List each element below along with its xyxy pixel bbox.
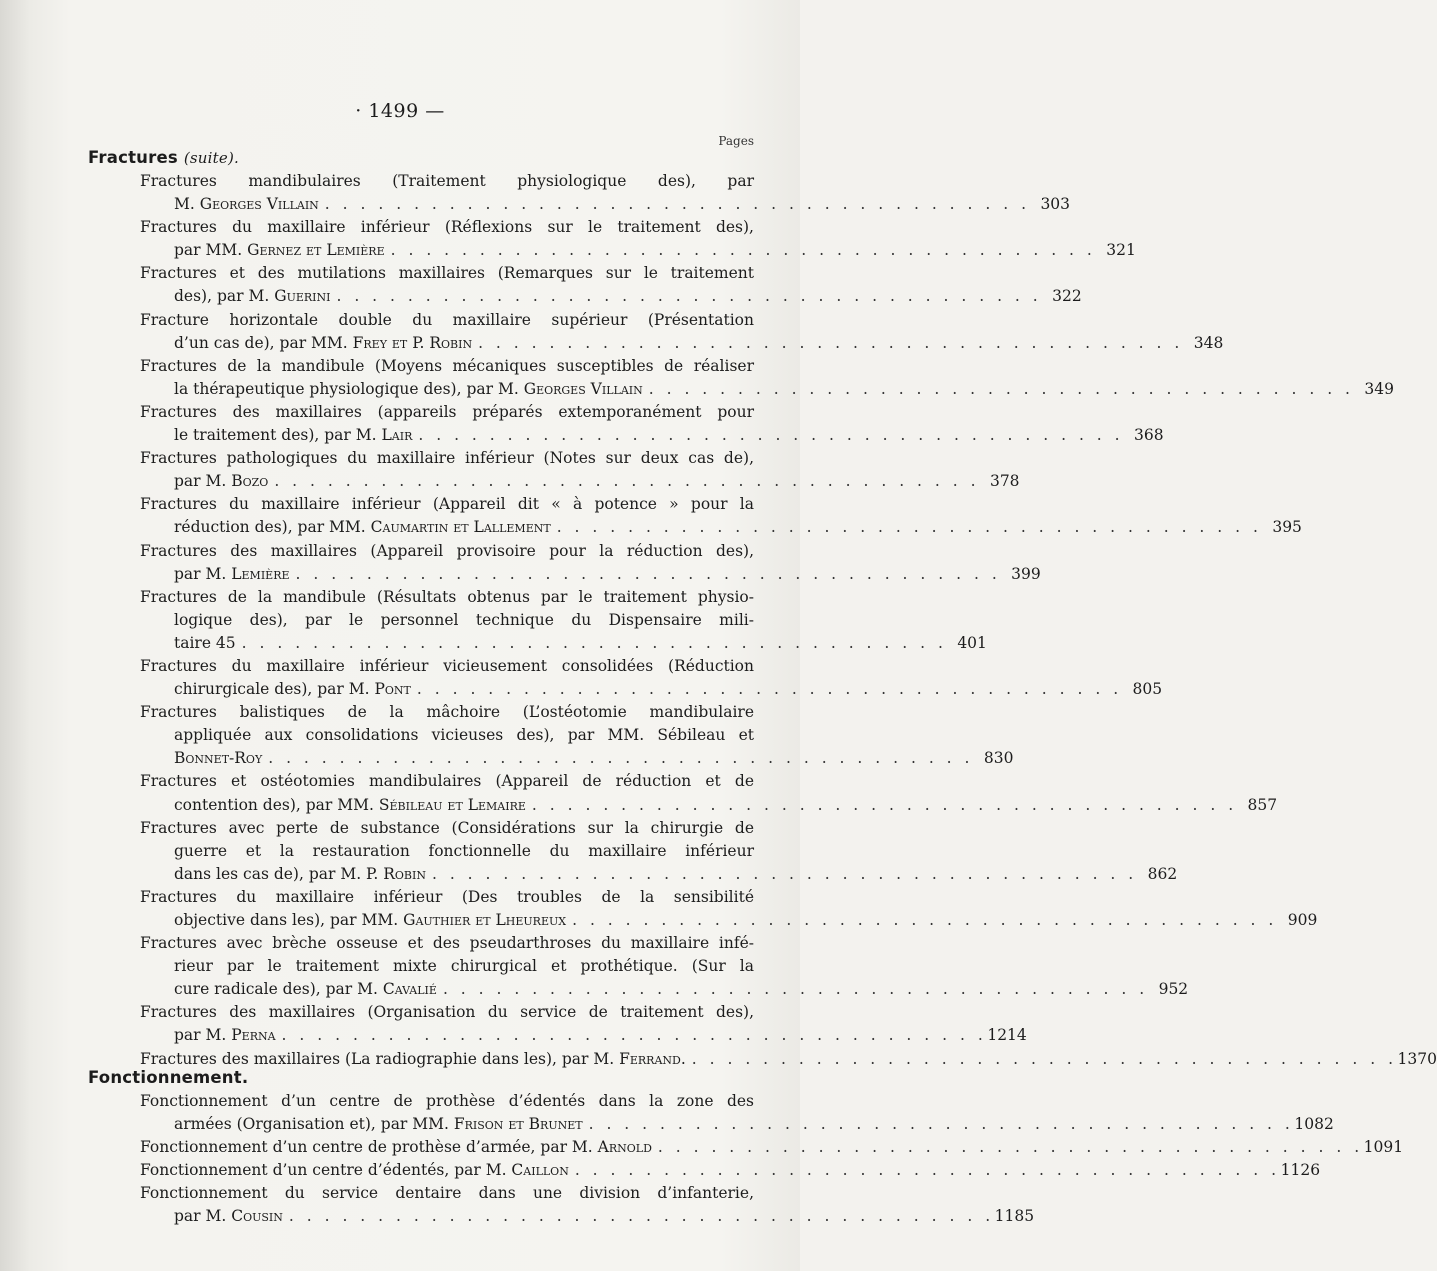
- entry-line: Fractures de la mandibule (Moyens mécaniques susceptibles de réaliser: [140, 356, 754, 375]
- entry-author: Lair: [381, 426, 413, 445]
- entry-text-plain: objective dans les), par MM.: [174, 911, 404, 929]
- entry-line: Fonctionnement du service dentaire dans une division d’infanterie,: [140, 1184, 754, 1203]
- entry-last-line: [88, 1113, 1334, 1136]
- entry-author: Cavalié: [382, 980, 437, 999]
- entry-last-line: [88, 285, 1082, 308]
- section-heading: Fractures: [88, 148, 178, 167]
- entry-author: Robin: [383, 864, 426, 883]
- entry-last-line: [88, 678, 1163, 701]
- page-number: · 1499 —: [355, 100, 445, 122]
- dot-leader: . . . . . . . . . . . . . . . . . . . . . . . . . . . . . . . . . . . . . . . .: [268, 749, 974, 768]
- entry-last-line: [88, 516, 1302, 539]
- entry-text-plain: Fonctionnement d’un centre de prothèse d’armée, par M.: [140, 1138, 598, 1157]
- index-entry: [88, 447, 1020, 493]
- entry-text: [174, 424, 412, 447]
- dot-leader: . . . . . . . . . . . . . . . . . . . . . . . . . . . . . . . . . . . . . . . .: [657, 1138, 1364, 1157]
- index-entry: [88, 309, 1224, 355]
- entry-text-plain: réduction des), par MM.: [174, 518, 371, 537]
- index-entry: [88, 886, 1318, 932]
- entry-line: Fractures du maxillaire inférieur (Réflexions sur le traitement des),: [140, 218, 754, 237]
- index-entry: [88, 655, 1163, 701]
- entry-author: Lemière: [231, 564, 290, 583]
- entry-text: [174, 332, 472, 355]
- entry-text: [174, 193, 319, 216]
- entry-text-plain: par M.: [174, 564, 232, 583]
- entry-line: Fonctionnement d’un centre de prothèse d’édentés dans la zone des: [140, 1092, 754, 1110]
- entry-line: Fractures du maxillaire inférieur (Des troubles de la sensibilité: [140, 887, 754, 906]
- entry-page-number: 395: [1272, 518, 1302, 537]
- dot-leader: . . . . . . . . . . . . . . . . . . . . . . . . . . . . . . . . . . . . . . . .: [648, 379, 1354, 398]
- entry-author: Guerini: [274, 287, 331, 306]
- entry-author: Georges Villain: [199, 195, 319, 214]
- entry-page-number: 805: [1132, 680, 1163, 699]
- section-heading: Fonctionnement.: [88, 1068, 249, 1087]
- index-entry: [88, 1001, 1027, 1047]
- entry-last-line: [88, 239, 1136, 262]
- dot-leader: . . . . . . . . . . . . . . . . . . . . . . . . . . . . . . . . . . . . . . . .: [574, 1161, 1281, 1180]
- entry-page-number: 401: [957, 633, 987, 652]
- entry-author: Georges Villain: [523, 379, 643, 398]
- dot-leader: . . . . . . . . . . . . . . . . . . . . . . . . . . . . . . . . . . . . . . . .: [390, 241, 1096, 260]
- entry-text: [174, 1024, 276, 1047]
- entry-author: Cousin: [231, 1207, 283, 1226]
- dot-leader: . . . . . . . . . . . . . . . . . . . . . . . . . . . . . . . . . . . . . . . .: [336, 287, 1042, 306]
- entry-page-number: 830: [983, 749, 1014, 768]
- entry-line: Fractures des maxillaires (Appareil provisoire pour la réduction des),: [140, 541, 754, 560]
- entry-text-plain: par MM.: [174, 241, 248, 260]
- entry-page-number: 1214: [987, 1026, 1027, 1045]
- index-entry: [88, 262, 1082, 308]
- index-entry: [88, 932, 1189, 1001]
- dot-leader: . . . . . . . . . . . . . . . . . . . . . . . . . . . . . . . . . . . . . . . .: [274, 472, 980, 491]
- entry-text: [174, 1205, 283, 1228]
- dot-leader: . . . . . . . . . . . . . . . . . . . . . . . . . . . . . . . . . . . . . . . .: [241, 633, 947, 652]
- entry-line: Fractures avec perte de substance (Considérations sur la chirurgie de: [140, 818, 754, 837]
- entry-text: [174, 285, 330, 308]
- entry-text: [174, 678, 411, 701]
- section-subtitle: (suite).: [183, 149, 239, 167]
- entry-author: Gauthier et Lheureux: [403, 911, 567, 929]
- entry-text-plain: armées (Organisation et), par MM.: [174, 1115, 454, 1134]
- index-entry: [88, 770, 1278, 816]
- entry-page-number: 303: [1040, 195, 1071, 214]
- dot-leader: . . . . . . . . . . . . . . . . . . . . . . . . . . . . . . . . . . . . . . . .: [691, 1049, 1397, 1068]
- entry-last-line: [88, 632, 987, 655]
- index-entry: [88, 586, 987, 655]
- index-entry: [88, 1182, 1035, 1228]
- dot-leader: . . . . . . . . . . . . . . . . . . . . . . . . . . . . . . . . . . . . . . . .: [588, 1115, 1294, 1134]
- entry-page-number: 952: [1158, 980, 1189, 999]
- entry-author: Sébileau et Lemaire: [378, 795, 526, 814]
- entry-page-number: 322: [1052, 287, 1082, 306]
- dot-leader: . . . . . . . . . . . . . . . . . . . . . . . . . . . . . . . . . . . . . . . .: [324, 195, 1031, 214]
- dot-leader: . . . . . . . . . . . . . . . . . . . . . . . . . . . . . . . . . . . . . . . .: [295, 564, 1001, 583]
- entry-line: Fractures du maxillaire inférieur vicieusement consolidées (Réduction: [140, 656, 754, 675]
- entry-last-line: [88, 863, 1178, 886]
- index-entry: [88, 1159, 1321, 1182]
- entry-text: [174, 794, 526, 817]
- entry-list: [88, 1090, 1404, 1229]
- entry-page-number: 862: [1147, 864, 1178, 883]
- entry-last-line: [88, 1159, 1321, 1182]
- entry-page-number: 1126: [1280, 1161, 1321, 1180]
- index-entry: [88, 170, 1071, 216]
- entry-text-plain: le traitement des), par M.: [174, 426, 382, 445]
- entry-author: Arnold: [597, 1138, 652, 1157]
- dot-leader: . . . . . . . . . . . . . . . . . . . . . . . . . . . . . . . . . . . . . . . .: [418, 426, 1124, 445]
- entry-text-plain: Fonctionnement d’un centre d’édentés, par M.: [140, 1161, 512, 1180]
- entry-page-number: 368: [1134, 426, 1164, 445]
- entry-text-plain: cure radicale des), par M.: [174, 980, 383, 999]
- dot-leader: . . . . . . . . . . . . . . . . . . . . . . . . . . . . . . . . . . . . . . . .: [556, 518, 1262, 537]
- entry-line: Fractures des maxillaires (appareils préparés extemporanément pour: [140, 402, 754, 421]
- entry-author: Caillon: [511, 1161, 569, 1180]
- section-title: [88, 1066, 754, 1090]
- entry-text-plain: par M.: [174, 1207, 232, 1226]
- dot-leader: . . . . . . . . . . . . . . . . . . . . . . . . . . . . . . . . . . . . . . . .: [478, 333, 1184, 352]
- index-entry: [88, 355, 1394, 401]
- entry-line: logique des), par le personnel technique du Dispensaire mili-: [174, 610, 754, 629]
- entry-text: [174, 516, 551, 539]
- entry-page-number: 348: [1193, 333, 1224, 352]
- entry-author: Gernez et Lemière: [247, 241, 385, 260]
- pages-column-label: Pages: [718, 134, 754, 148]
- entry-line: Fractures et des mutilations maxillaires (Remarques sur le traitement: [140, 264, 754, 283]
- entry-line: guerre et la restauration fonctionnelle du maxillaire inférieur: [174, 841, 754, 860]
- entry-text-plain: par M.: [174, 472, 232, 491]
- index-entry: [88, 1136, 1404, 1159]
- index-entry: [88, 701, 1014, 770]
- entry-text: [174, 978, 437, 1001]
- entry-line: rieur par le traitement mixte chirurgical et prothétique. (Sur la: [174, 957, 754, 976]
- entry-page-number: 909: [1287, 911, 1318, 929]
- entry-text: [174, 863, 426, 886]
- entry-last-line: [88, 747, 1014, 770]
- entry-text-plain: taire 45: [174, 633, 236, 652]
- entry-text: [140, 1136, 652, 1159]
- entry-line: Fractures avec brèche osseuse et des pseudarthroses du maxillaire infé-: [140, 934, 754, 953]
- entry-page-number: 321: [1106, 241, 1136, 260]
- entry-list: [88, 170, 1437, 1071]
- entry-text-plain: des), par M.: [174, 287, 275, 306]
- entry-page-number: 399: [1011, 564, 1041, 583]
- index-entry: [88, 401, 1164, 447]
- entry-last-line: [88, 470, 1020, 493]
- entry-last-line: [88, 909, 1318, 932]
- entry-author: Perna: [231, 1026, 276, 1045]
- entry-author: Frison et Brunet: [453, 1115, 583, 1134]
- entry-last-line: [88, 378, 1394, 401]
- entry-text: [174, 239, 385, 262]
- index-entry: [88, 817, 1178, 886]
- dot-leader: . . . . . . . . . . . . . . . . . . . . . . . . . . . . . . . . . . . . . . . .: [416, 680, 1123, 699]
- section-title: [88, 146, 754, 170]
- entry-page-number: 1370: [1397, 1049, 1437, 1068]
- entry-last-line: [88, 424, 1164, 447]
- index-entry: [88, 540, 1041, 586]
- entry-last-line: [88, 563, 1041, 586]
- dot-leader: . . . . . . . . . . . . . . . . . . . . . . . . . . . . . . . . . . . . . . . .: [531, 795, 1238, 814]
- entry-text-plain: M.: [174, 195, 200, 214]
- entry-last-line: [88, 332, 1224, 355]
- entry-line: appliquée aux consolidations vicieuses des), par MM. Sébileau et: [174, 726, 754, 745]
- section-fractures: [88, 146, 1437, 1071]
- entry-page-number: 349: [1364, 379, 1394, 398]
- entry-author: Frey et P. Robin: [352, 333, 473, 352]
- entry-text-plain: contention des), par MM.: [174, 795, 379, 814]
- entry-author: Bonnet-Roy: [174, 749, 263, 768]
- entry-page-number: 378: [989, 472, 1020, 491]
- index-entry: [88, 1090, 1334, 1136]
- entry-text-plain: la thérapeutique physiologique des), par M.: [174, 379, 524, 398]
- entry-line: Fracture horizontale double du maxillaire supérieur (Présentation: [140, 310, 754, 329]
- entry-text: [174, 1113, 583, 1136]
- dot-leader: . . . . . . . . . . . . . . . . . . . . . . . . . . . . . . . . . . . . . . . .: [431, 864, 1138, 883]
- entry-line: Fractures des maxillaires (Organisation du service de traitement des),: [140, 1003, 754, 1022]
- entry-text: [174, 378, 643, 401]
- entry-text: [174, 909, 566, 932]
- entry-page-number: 1185: [994, 1207, 1035, 1226]
- entry-line: Fractures balistiques de la mâchoire (L’ostéotomie mandibulaire: [140, 703, 754, 722]
- entry-author: Bozo: [231, 472, 269, 491]
- dot-leader: . . . . . . . . . . . . . . . . . . . . . . . . . . . . . . . . . . . . . . . .: [281, 1026, 987, 1045]
- entry-text-plain: dans les cas de), par M. P.: [174, 864, 384, 883]
- entry-line: Fractures mandibulaires (Traitement physiologique des), par: [140, 172, 754, 190]
- entry-last-line: [88, 978, 1189, 1001]
- index-entry: [88, 493, 1302, 539]
- index-entry: [88, 216, 1136, 262]
- entry-line: Fractures du maxillaire inférieur (Appareil dit « à potence » pour la: [140, 495, 754, 514]
- entry-line: Fractures pathologiques du maxillaire inférieur (Notes sur deux cas de),: [140, 449, 754, 468]
- dot-leader: . . . . . . . . . . . . . . . . . . . . . . . . . . . . . . . . . . . . . . . .: [572, 911, 1278, 929]
- entry-last-line: [88, 1024, 1027, 1047]
- entry-author: Pont: [374, 680, 411, 699]
- entry-text: [174, 470, 268, 493]
- entry-author: Ferrand.: [619, 1049, 686, 1068]
- entry-last-line: [88, 1136, 1404, 1159]
- dot-leader: . . . . . . . . . . . . . . . . . . . . . . . . . . . . . . . . . . . . . . . .: [288, 1207, 995, 1226]
- entry-line: Fractures de la mandibule (Résultats obtenus par le traitement physio-: [140, 587, 754, 606]
- entry-page-number: 1091: [1363, 1138, 1404, 1157]
- dot-leader: . . . . . . . . . . . . . . . . . . . . . . . . . . . . . . . . . . . . . . . .: [442, 980, 1149, 999]
- entry-text: [174, 563, 290, 586]
- entry-text-plain: d’un cas de), par MM.: [174, 333, 353, 352]
- section-fonctionnement: [88, 1066, 1404, 1229]
- entry-line: Fractures et ostéotomies mandibulaires (Appareil de réduction et de: [140, 772, 754, 791]
- entry-text-plain: Fractures des maxillaires (La radiographie dans les), par M.: [140, 1049, 620, 1068]
- entry-author: Caumartin et Lallement: [370, 518, 551, 537]
- entry-last-line: [88, 794, 1278, 817]
- entry-page-number: 1082: [1294, 1115, 1334, 1134]
- entry-last-line: [88, 193, 1071, 216]
- entry-text: [140, 1159, 569, 1182]
- entry-page-number: 857: [1247, 795, 1278, 814]
- entry-text-plain: chirurgicale des), par M.: [174, 680, 375, 699]
- entry-text: [174, 632, 236, 655]
- entry-last-line: [88, 1205, 1035, 1228]
- entry-text-plain: par M.: [174, 1026, 232, 1045]
- entry-text: [174, 747, 262, 770]
